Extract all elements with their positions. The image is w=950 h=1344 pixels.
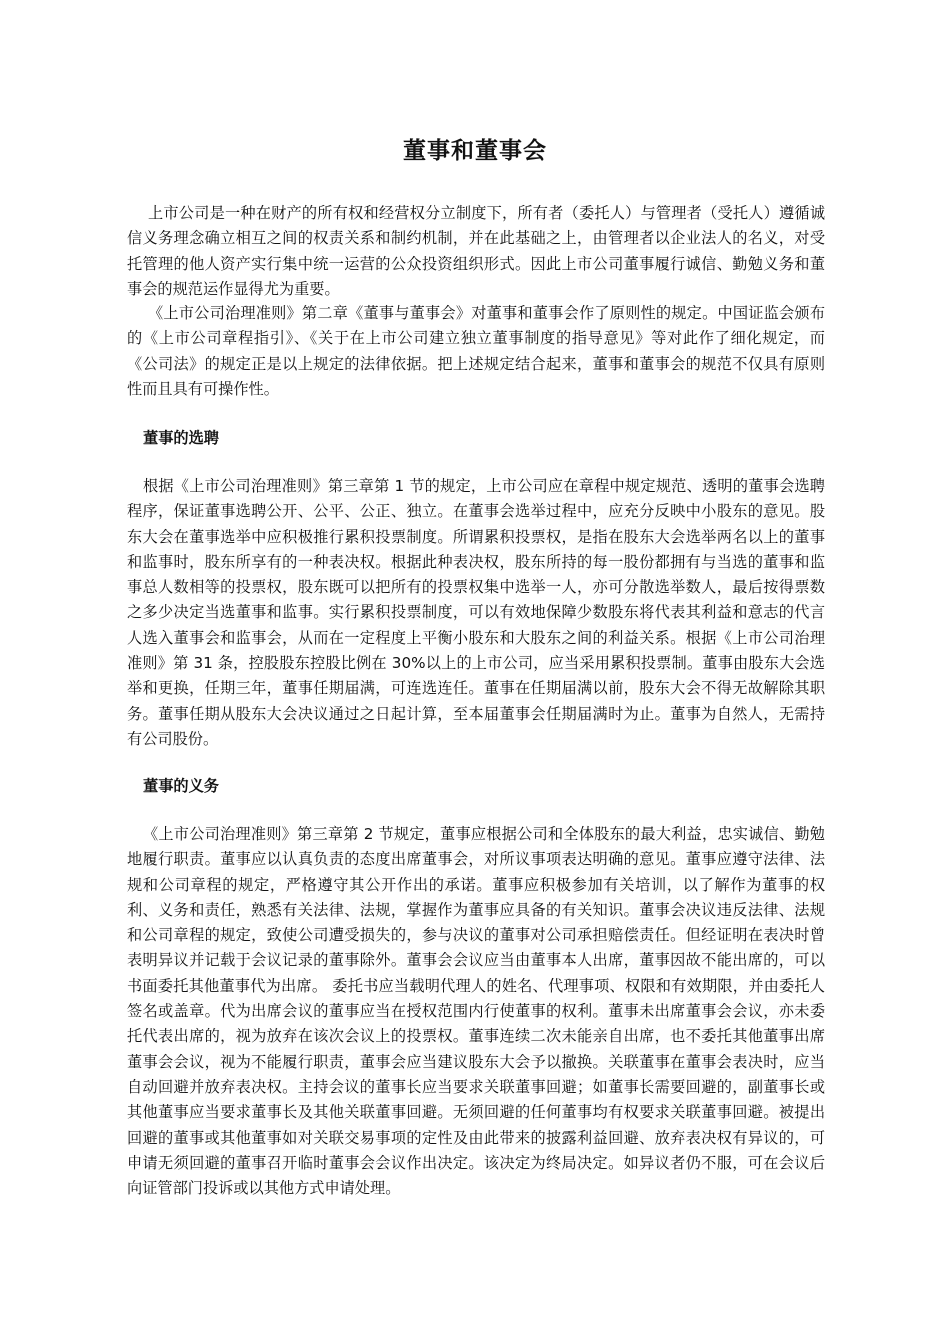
document-title: 董事和董事会: [403, 138, 547, 164]
selection-paragraph: 根据《上市公司治理准则》第三章第 1 节的规定，上市公司应在章程中规定规范、透明的董事会选聘程序，保证董事选聘公开、公平、公正、独立。在董事会选举过程中，应充分反映中小股东的意见。股东大会在董事选举中应积极推行累积投票制度。所谓累积投票权，是指在股东大会选举两名以上的董事和监事时，股东所享有的一种表决权。根据此种表决权，股东所持的每一股份都拥有与当选的董事和监事总人数相等的投票权，股东既可以把所有的投票权集中选举一人，亦可分散选举数人，最后按得票数之多少决定当选董事和监事。实行累积投票制度，可以有效地保障少数股东将代表其利益和意志的代言人选入董事会和监事会，从而在一定程度上平衡小股东和大股东之间的利益关系。根据《上市公司治理准则》第 31 条，控股股东控股比例在 30%以上的上市公司，应当采用累积投票制。董事由股东大会选举和更换，任期三年，董事任期届满，可连选连任。董事在任期届满以前，股东大会不得无故解除其职务。董事任期从股东大会决议通过之日起计算，至本届董事会任期届满时为止。董事为自然人，无需持有公司股份。: [127, 477, 825, 748]
governance-rules-paragraph: 《上市公司治理准则》第二章《董事与董事会》对董事和董事会作了原则性的规定。中国证监会颁布的《上市公司章程指引》、《关于在上市公司建立独立董事制度的指导意见》等对此作了细化规定，而《公司法》的规定正是以上规定的法律依据。把上述规定结合起来，董事和董事会的规范不仅具有原则性而且具有可操作性。: [127, 304, 825, 398]
section-heading-selection: 董事的选聘: [143, 429, 219, 447]
duties-paragraph: 《上市公司治理准则》第三章第 2 节规定，董事应根据公司和全体股东的最大利益，忠实诚信、勤勉地履行职责。董事应以认真负责的态度出席董事会，对所议事项表达明确的意见。董事应遵守法律、法规和公司章程的规定，严格遵守其公开作出的承诺。董事应积极参加有关培训，以了解作为董事的权利、义务和责任，熟悉有关法律、法规，掌握作为董事应具备的有关知识。董事会决议违反法律、法规和公司章程的规定，致使公司遭受损失的，参与决议的董事对公司承担赔偿责任。但经证明在表决时曾表明异议并记载于会议记录的董事除外。董事会会议应当由董事本人出席，董事因故不能出席的，可以书面委托其他董事代为出席。 委托书应当载明代理人的姓名、代理事项、权限和有效期限，并由委托人签名或盖章。代为出席会议的董事应当在授权范围内行使董事的权利。董事未出席董事会会议，亦未委托代表出席的，视为放弃在该次会议上的投票权。董事连续二次未能亲自出席，也不委托其他董事出席董事会会议，视为不能履行职责，董事会应当建议股东大会予以撤换。关联董事在董事会表决时，应当自动回避并放弃表决权。主持会议的董事长应当要求关联董事回避；如董事长需要回避的，副董事长或其他董事应当要求董事长及其他关联董事回避。无须回避的任何董事均有权要求关联董事回避。被提出回避的董事或其他董事如对关联交易事项的定性及由此带来的披露利益回避、放弃表决权有异议的，可申请无须回避的董事召开临时董事会会议作出决定。该决定为终局决定。如异议者仍不服，可在会议后向证管部门投诉或以其他方式申请处理。: [127, 825, 825, 1198]
intro-paragraph: 上市公司是一种在财产的所有权和经营权分立制度下，所有者（委托人）与管理者（受托人）遵循诚信义务理念确立相互之间的权责关系和制约机制，并在此基础之上，由管理者以企业法人的名义，对受托管理的他人资产实行集中统一运营的公众投资组织形式。因此上市公司董事履行诚信、勤勉义务和董事会的规范运作显得尤为重要。: [127, 204, 825, 298]
section-heading-duties: 董事的义务: [143, 777, 219, 795]
